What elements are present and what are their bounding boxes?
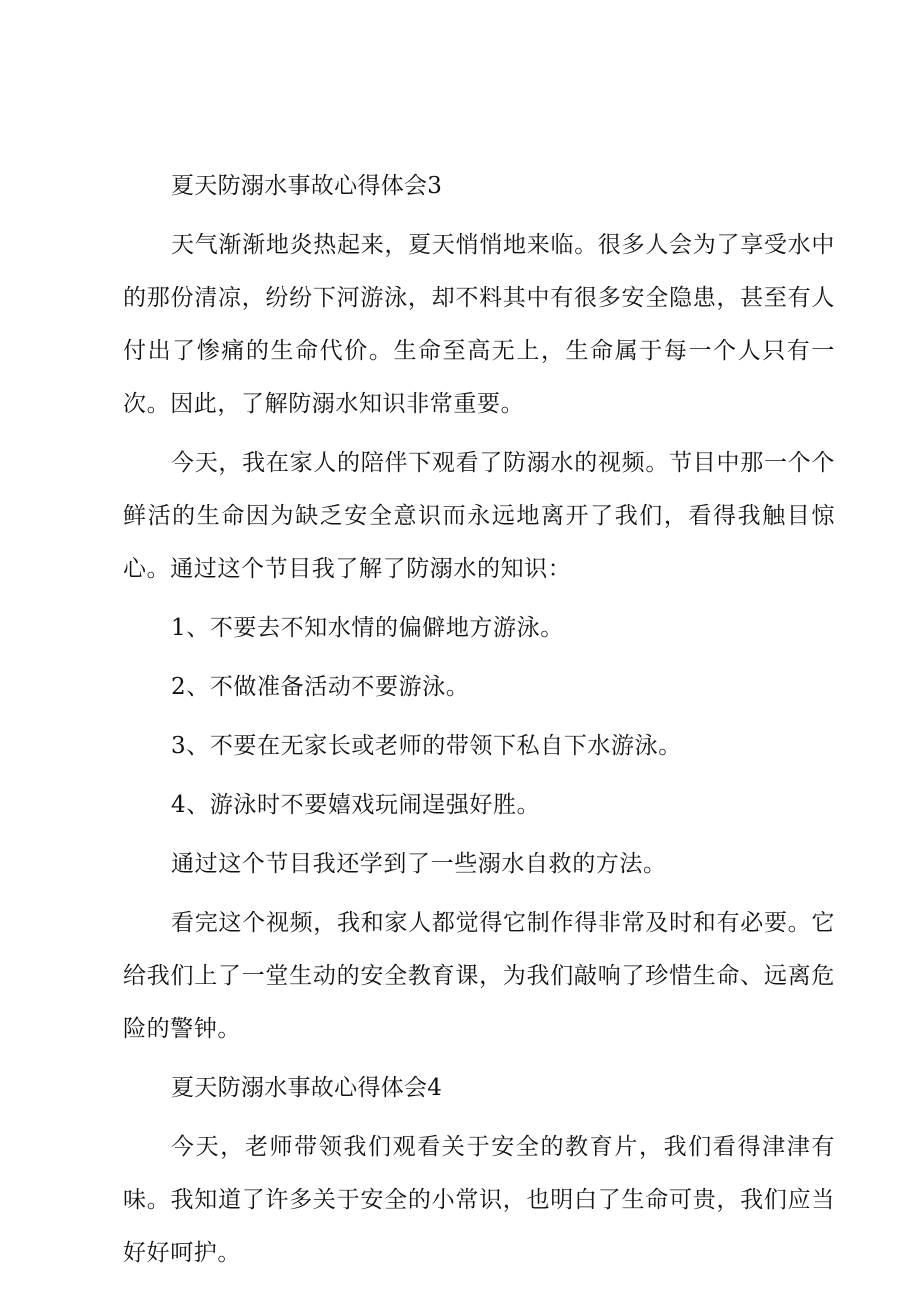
- section-heading: 夏天防溺水事故心得体会4: [171, 1075, 443, 1101]
- paragraph: 今天，我在家人的陪伴下观看了防溺水的视频。节目中那一个个鲜活的生命因为缺乏安全意识而永远地离开了我们，看得我触目惊心。通过这个节目我了解了防溺水的知识：: [123, 450, 835, 582]
- list-item: 4、游泳时不要嬉戏玩闹逞强好胜。: [171, 792, 541, 818]
- paragraph: 通过这个节目我还学到了一些溺水自救的方法。: [171, 851, 667, 877]
- paragraph: 看完这个视频，我和家人都觉得它制作得非常及时和有必要。它给我们上了一堂生动的安全教育课，为我们敲响了珍惜生命、远离危险的警钟。: [123, 910, 835, 1042]
- list-item: 3、不要在无家长或老师的带领下私自下水游泳。: [171, 733, 682, 759]
- paragraph: 天气渐渐地炎热起来，夏天悄悄地来临。很多人会为了享受水中的那份清凉，纷纷下河游泳，却不料其中有很多安全隐患，甚至有人付出了惨痛的生命代价。生命至高无上，生命属于每一个人只有一次。因此，了解防溺水知识非常重要。: [123, 232, 835, 417]
- paragraph: 今天，老师带领我们观看关于安全的教育片，我们看得津津有味。我知道了许多关于安全的小常识，也明白了生命可贵，我们应当好好呵护。: [123, 1134, 835, 1266]
- section-heading: 夏天防溺水事故心得体会3: [171, 173, 443, 199]
- document-body: [123, 160, 835, 1286]
- list-item: 2、不做准备活动不要游泳。: [171, 674, 470, 700]
- list-item: 1、不要去不知水情的偏僻地方游泳。: [171, 615, 564, 641]
